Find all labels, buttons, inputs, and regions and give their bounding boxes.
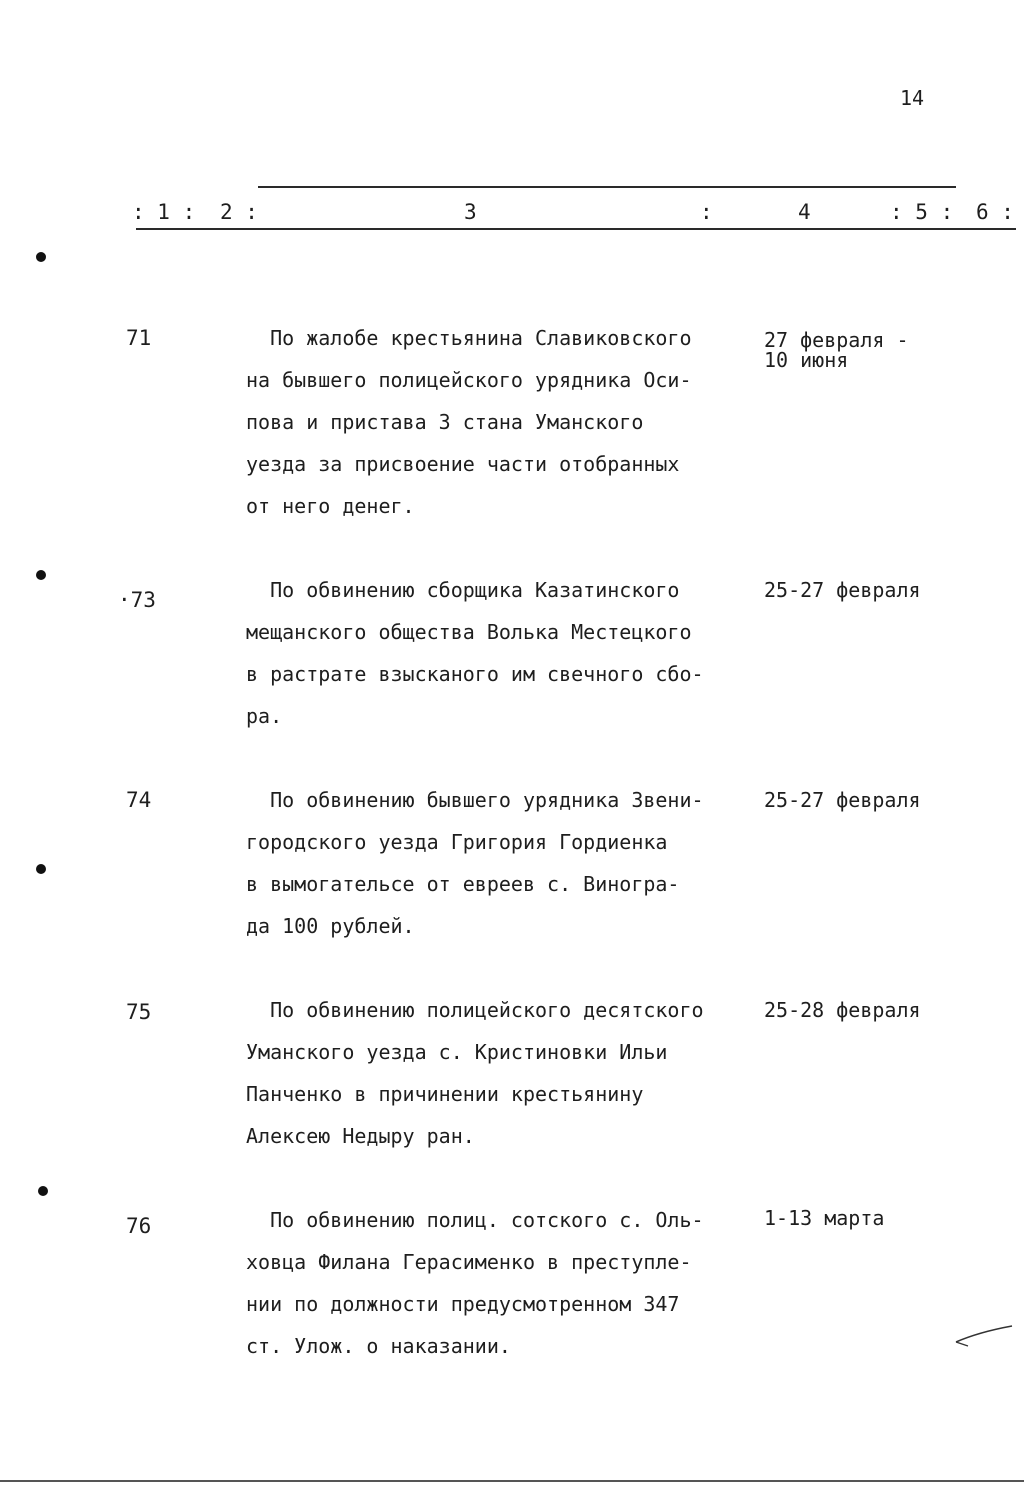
entry-text-line: По обвинению сборщика Казатинского [246,578,680,602]
entry-text-line: нии по должности предусмотренном 347 [246,1292,680,1316]
entry-text-line: от него денег. [246,494,415,518]
punch-hole-mark [36,252,46,262]
entry-number: 71 [126,326,152,350]
entry-text-line: пова и пристава 3 стана Уманского [246,410,644,434]
entry-number: 74 [126,788,152,812]
entry-text-line: ст. Улож. о наказании. [246,1334,511,1358]
entry-number: 75 [126,1000,152,1024]
entry-text-line: мещанского общества Волька Местецкого [246,620,692,644]
entry-text-line: в растрате взысканого им свечного сбо- [246,662,704,686]
column-header-4: 4 [798,200,811,224]
entry-text-line: Уманского уезда с. Кристиновки Ильи [246,1040,668,1064]
pencil-margin-mark [954,1322,1014,1352]
header-bottom-rule [136,228,1016,230]
column-header-6: 6 : [976,200,1014,224]
entry-description [246,328,746,538]
column-separator: : [700,200,713,224]
entry-description [246,790,746,958]
entry-number: 76 [126,1214,152,1238]
punch-hole-mark [36,570,46,580]
entry-text-line: Алексею Недыру ран. [246,1124,475,1148]
entry-text-line: уезда за присвоение части отобранных [246,452,680,476]
entry-text-line: да 100 рублей. [246,914,415,938]
entry-description [246,1210,746,1378]
entry-number: ·73 [118,588,156,612]
punch-hole-mark [36,864,46,874]
entry-text-line: Панченко в причинении крестьянину [246,1082,644,1106]
scan-bottom-edge [0,1480,1024,1482]
entry-text-line: По обвинению полицейского десятского [246,998,704,1022]
entry-text-line: ра. [246,704,283,728]
entry-text-line: на бывшего полицейского урядника Оси- [246,368,692,392]
entry-text-line: По жалобе крестьянина Славиковского [246,326,692,350]
entry-date: 27 февраля - 10 июня [764,328,909,372]
entry-date: 25-27 февраля [764,578,921,602]
entry-date: 25-28 февраля [764,998,921,1022]
column-header-1: : 1 : [132,200,196,224]
page-number: 14 [900,86,925,110]
entry-text-line: По обвинению бывшего урядника Звени- [246,788,704,812]
entry-text-line: ховца Филана Герасименко в преступле- [246,1250,692,1274]
entry-text-line: городского уезда Григория Гордиенка [246,830,668,854]
header-top-rule [258,186,956,188]
entry-date: 1-13 марта [764,1206,885,1230]
entry-text-line: в вымогательсе от евреев с. Виногра- [246,872,680,896]
entry-text-line: По обвинению полиц. сотского с. Оль- [246,1208,704,1232]
column-header-3: 3 [464,200,477,224]
column-header-5: : 5 : [890,200,954,224]
entry-description [246,580,746,748]
entry-date: 25-27 февраля [764,788,921,812]
entry-description [246,1000,746,1168]
column-header-2: 2 : [220,200,258,224]
punch-hole-mark [38,1186,48,1196]
